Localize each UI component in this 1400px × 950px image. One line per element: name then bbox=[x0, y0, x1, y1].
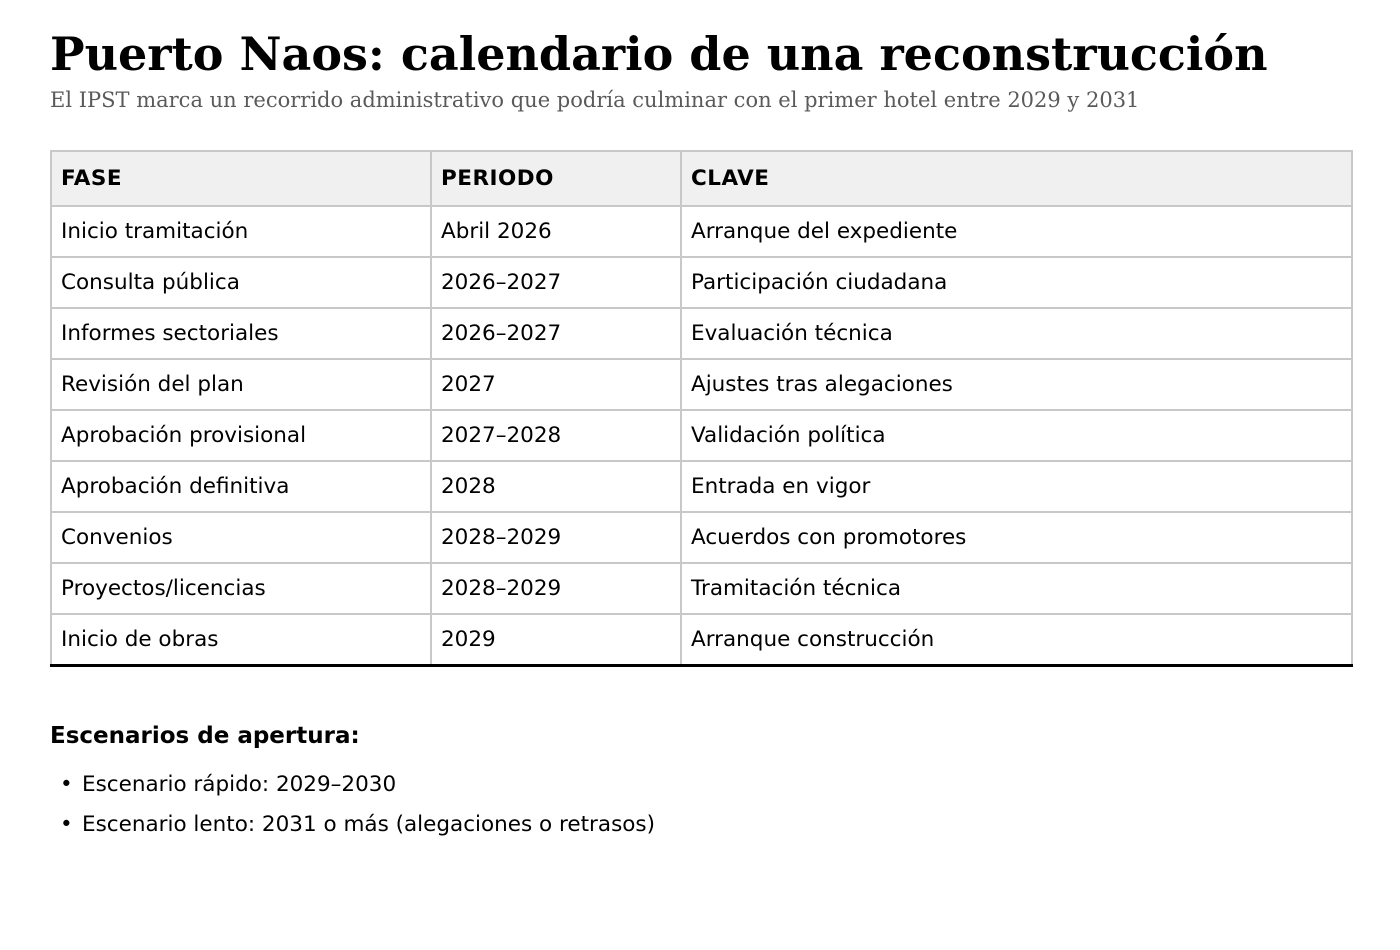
table-row bbox=[51, 257, 1352, 308]
cell-periodo: 2027–2028 bbox=[431, 410, 681, 461]
table-row bbox=[51, 563, 1352, 614]
cell-fase: Proyectos/licencias bbox=[51, 563, 431, 614]
cell-fase: Aprobación definitiva bbox=[51, 461, 431, 512]
header-fase: FASE bbox=[51, 151, 431, 206]
cell-clave: Tramitación técnica bbox=[681, 563, 1352, 614]
table-row bbox=[51, 206, 1352, 257]
table-row bbox=[51, 461, 1352, 512]
table-row bbox=[51, 512, 1352, 563]
cell-clave: Entrada en vigor bbox=[681, 461, 1352, 512]
cell-fase: Inicio tramitación bbox=[51, 206, 431, 257]
scenarios-list bbox=[50, 768, 655, 848]
cell-periodo: 2027 bbox=[431, 359, 681, 410]
table-row bbox=[51, 308, 1352, 359]
cell-periodo: Abril 2026 bbox=[431, 206, 681, 257]
scenario-text: Escenario rápido: 2029–2030 bbox=[82, 772, 397, 797]
cell-clave: Arranque del expediente bbox=[681, 206, 1352, 257]
cell-periodo: 2026–2027 bbox=[431, 308, 681, 359]
cell-fase: Aprobación provisional bbox=[51, 410, 431, 461]
page-subtitle: El IPST marca un recorrido administrativo que podría culminar con el primer hotel entre 2029 y 2031 bbox=[50, 88, 1140, 112]
table-row bbox=[51, 359, 1352, 410]
scenario-text: Escenario lento: 2031 o más (alegaciones o retrasos) bbox=[82, 812, 656, 837]
cell-clave: Acuerdos con promotores bbox=[681, 512, 1352, 563]
cell-periodo: 2028–2029 bbox=[431, 563, 681, 614]
cell-clave: Evaluación técnica bbox=[681, 308, 1352, 359]
table-header-row bbox=[51, 151, 1352, 206]
cell-periodo: 2028–2029 bbox=[431, 512, 681, 563]
cell-clave: Participación ciudadana bbox=[681, 257, 1352, 308]
list-item bbox=[50, 808, 655, 848]
bullet-icon: • bbox=[60, 772, 73, 797]
header-clave: CLAVE bbox=[681, 151, 1352, 206]
scenarios-title: Escenarios de apertura: bbox=[50, 723, 360, 749]
cell-fase: Revisión del plan bbox=[51, 359, 431, 410]
cell-fase: Consulta pública bbox=[51, 257, 431, 308]
cell-clave: Arranque construcción bbox=[681, 614, 1352, 665]
header-periodo: PERIODO bbox=[431, 151, 681, 206]
list-item bbox=[50, 768, 655, 808]
cell-fase: Informes sectoriales bbox=[51, 308, 431, 359]
cell-periodo: 2026–2027 bbox=[431, 257, 681, 308]
cell-fase: Inicio de obras bbox=[51, 614, 431, 665]
cell-fase: Convenios bbox=[51, 512, 431, 563]
page-title: Puerto Naos: calendario de una reconstrucción bbox=[50, 27, 1268, 81]
cell-periodo: 2029 bbox=[431, 614, 681, 665]
table-row bbox=[51, 410, 1352, 461]
cell-clave: Ajustes tras alegaciones bbox=[681, 359, 1352, 410]
timeline-table bbox=[50, 150, 1353, 667]
bullet-icon: • bbox=[60, 812, 73, 837]
cell-periodo: 2028 bbox=[431, 461, 681, 512]
cell-clave: Validación política bbox=[681, 410, 1352, 461]
table-row bbox=[51, 614, 1352, 665]
